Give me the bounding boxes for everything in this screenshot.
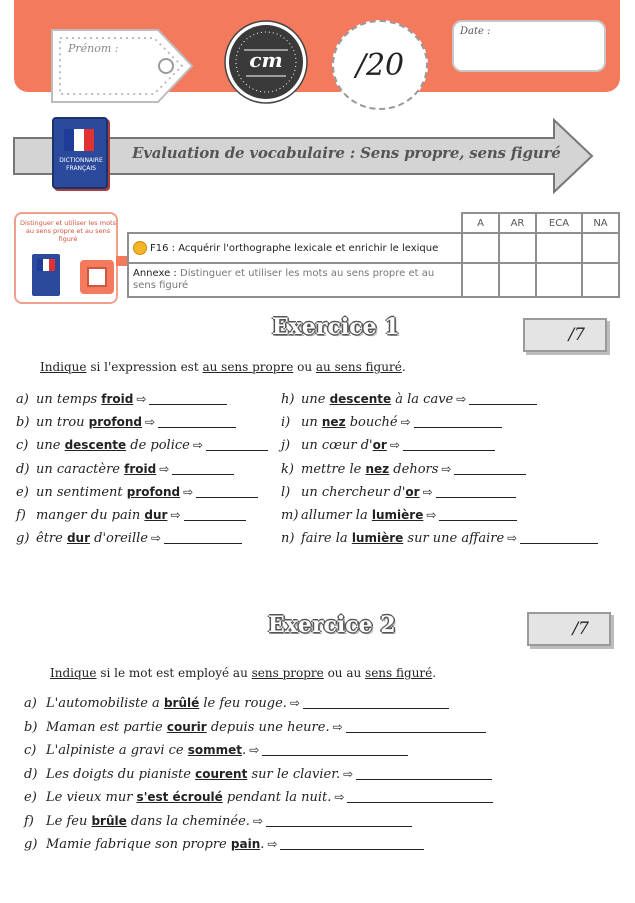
item-keyword: pain [230,837,261,851]
skill-card [14,212,118,304]
answer-blank[interactable] [172,474,234,475]
dictionary-icon [52,117,108,189]
answer-blank[interactable] [266,826,412,827]
exercise2-item [24,837,424,852]
answer-blank[interactable] [196,497,258,498]
item-keyword: sommet [187,743,243,757]
exercise2-points: /7 [572,619,589,639]
instruction-text: si l'expression est [86,360,203,374]
arrow-icon: ⇨ [170,508,181,522]
arrow-icon: ⇨ [150,531,162,546]
item-letter: b) [24,719,38,735]
exercise1-item [16,485,258,500]
item-keyword: descente [64,438,127,453]
item-letter: g) [16,531,30,547]
item-text: sur une affaire [403,531,505,547]
exercise2-item [24,767,492,782]
answer-blank[interactable] [520,543,598,544]
arrow-icon: ⇨ [145,415,156,430]
item-keyword: s'est écroulé [136,790,223,804]
mini-dictionary-icon [32,254,60,296]
answer-blank[interactable] [346,732,486,733]
instruction-text: ou au [323,666,366,680]
answer-blank[interactable] [149,404,227,405]
grade-cell[interactable] [462,233,499,263]
item-text: L'automobiliste a [46,696,164,711]
instruction-option: sens propre [251,666,324,680]
item-text: . [260,837,265,852]
item-keyword: froid [101,392,134,406]
item-text: une [301,392,330,407]
answer-blank[interactable] [414,427,502,428]
exercise2-item [24,790,493,805]
item-text: Le feu [46,813,92,829]
item-letter: c) [16,438,29,454]
item-keyword: brûle [91,813,127,828]
item-text: . [242,743,247,758]
item-letter: c) [24,743,37,758]
dictionary-label: DICTIONNAIRE FRANÇAIS [59,157,103,172]
exercise1-item [16,508,246,523]
grade-cell[interactable] [499,233,536,263]
item-letter: g) [24,837,38,852]
exercise1-item [281,531,598,546]
item-letter: e) [16,484,29,500]
medal-icon [133,241,147,255]
exercise1-item [281,462,526,477]
item-keyword: dur [66,531,91,546]
level-header-na: NA [582,213,619,233]
item-text: un caractère [36,461,125,477]
item-text: Maman est partie [46,719,167,735]
item-text: L'alpiniste a gravi ce [46,743,188,758]
item-letter: f) [16,508,26,523]
item-text: dehors [389,461,439,477]
arrow-icon: ⇨ [389,438,400,453]
answer-blank[interactable] [158,427,236,428]
item-letter: d) [16,461,30,477]
exercise1-item [281,485,516,500]
exercise1-title: Exercice 1 [272,314,400,340]
exercise1-item [16,392,227,407]
cm-seal-icon [224,20,308,104]
grade-cell[interactable] [462,263,499,297]
criterion-text: F16 : Acquérir l'orthographe lexicale et enrichir le lexique [150,243,439,254]
exercise2-instruction [50,666,436,680]
answer-blank[interactable] [403,450,495,451]
item-keyword: courir [166,719,207,734]
skill-card-text: Distinguer et utiliser les mots au sens propre et au sens figuré [20,219,116,243]
exercise2-item [24,743,408,758]
exercise2-item [24,696,449,711]
item-text: faire la [301,531,352,547]
item-keyword: nez [365,461,390,476]
arrow-icon: ⇨ [422,484,433,499]
exercise1-instruction [40,360,406,374]
answer-blank[interactable] [164,543,242,544]
item-text: un cœur d' [301,438,373,454]
seal-text: cm [249,48,283,72]
answer-blank[interactable] [347,802,493,803]
answer-blank[interactable] [184,520,246,521]
annex-label: Annexe : [133,268,177,279]
item-text: un trou [36,415,89,431]
annex-cell [128,263,462,297]
item-text: depuis une heure. [206,719,330,735]
item-text: Les doigts du pianiste [46,766,196,782]
item-text: d'oreille [90,531,148,547]
answer-blank[interactable] [469,404,537,405]
instruction-verb: Indique [50,666,97,680]
item-letter: b) [16,415,30,431]
arrow-icon: ⇨ [400,415,411,430]
item-letter: a) [24,696,37,711]
item-keyword: brûlé [163,696,200,710]
level-header-ar: AR [499,213,536,233]
item-text: être [36,531,67,547]
exercise2-item [24,720,486,735]
exercise1-item [281,508,517,523]
answer-blank[interactable] [206,450,268,451]
item-text: sur le clavier. [247,766,341,782]
item-letter: e) [24,790,37,805]
answer-blank[interactable] [436,497,516,498]
exercise1-item [16,531,242,546]
exercise2-title: Exercice 2 [268,612,396,638]
grade-cell[interactable] [536,233,582,263]
answer-blank[interactable] [303,708,449,709]
item-text: à la cave [391,392,454,407]
answer-blank[interactable] [262,755,408,756]
arrow-icon: ⇨ [252,813,263,828]
item-keyword: or [372,438,387,453]
item-keyword: froid [124,461,157,476]
page-title: Evaluation de vocabulaire : Sens propre, sens figuré [132,144,561,162]
frame-icon [80,260,114,294]
exercise1-item [281,438,495,453]
item-letter: f) [24,813,34,829]
item-text: allumer la [301,508,372,523]
item-letter: m) [281,508,299,523]
arrow-icon: ⇨ [441,461,452,476]
instruction-verb: Indique [40,360,87,374]
item-text: dans la cheminée. [126,813,250,829]
arrow-icon: ⇨ [426,508,437,522]
item-text: un chercheur d' [301,484,406,500]
exercise1-points-box [523,318,607,352]
item-text: un [301,415,322,431]
date-field[interactable] [452,20,606,72]
item-text: Mamie fabrique son propre [46,837,231,852]
exercise1-points: /7 [568,325,585,345]
grade-cell[interactable] [582,263,619,297]
level-header-a: A [462,213,499,233]
instruction-text: . [432,666,437,680]
item-text: le feu rouge. [199,696,287,711]
exercise1-item [16,438,268,453]
arrow-icon: ⇨ [456,392,467,406]
answer-blank[interactable] [439,520,517,521]
item-text: de police [126,438,190,454]
item-letter: h) [281,392,295,407]
exercise2-points-box [527,612,611,646]
exercise1-item [16,415,236,430]
item-letter: k) [281,461,294,477]
name-label: Prénom : [68,42,119,55]
score-circle [332,20,428,110]
item-letter: a) [16,392,29,407]
answer-blank[interactable] [454,474,526,475]
item-keyword: profond [126,484,181,499]
item-text: manger du pain [36,508,145,523]
item-keyword: dur [144,508,168,522]
item-letter: j) [281,438,291,454]
instruction-text: si le mot est employé au [96,666,252,680]
item-letter: n) [281,531,295,547]
instruction-text: . [401,360,406,374]
item-keyword: nez [321,415,346,430]
answer-blank[interactable] [356,779,492,780]
french-flag-icon [64,129,94,151]
item-keyword: lumière [351,531,404,546]
answer-blank[interactable] [280,849,424,850]
grade-cell[interactable] [499,263,536,297]
item-keyword: profond [88,415,143,430]
instruction-text: ou [293,360,316,374]
item-text: Le vieux mur [46,790,137,805]
arrow-icon: ⇨ [507,531,518,546]
item-letter: d) [24,766,38,782]
exercise1-item [281,415,502,430]
arrow-icon: ⇨ [267,837,278,851]
arrow-icon: ⇨ [136,392,147,406]
grade-cell[interactable] [536,263,582,297]
item-keyword: descente [329,392,392,406]
instruction-option: au sens propre [202,360,294,374]
item-letter: i) [281,415,291,431]
item-keyword: courent [195,766,248,781]
item-keyword: or [405,484,420,499]
arrow-icon: ⇨ [289,696,300,710]
arrow-icon: ⇨ [343,766,354,781]
exercise1-item [281,392,537,407]
arrow-icon: ⇨ [183,484,194,499]
evaluation-grid [127,212,620,298]
annex-text: Distinguer et utiliser les mots au sens propre et au sens figuré [133,268,435,291]
level-header-eca: ECA [536,213,582,233]
criterion-cell [128,233,462,263]
grid-header-blank [128,213,462,233]
instruction-option: sens figuré [365,666,433,680]
grade-cell[interactable] [582,233,619,263]
name-field[interactable] [66,58,158,80]
arrow-icon: ⇨ [332,719,343,734]
item-text: un sentiment [36,484,127,500]
item-letter: l) [281,484,291,500]
score-total: /20 [355,48,405,83]
item-text: pendant la nuit. [222,790,332,805]
item-text: bouché [345,415,398,431]
exercise1-item [16,462,234,477]
item-text: un temps [36,392,102,407]
item-keyword: lumière [371,508,424,522]
item-text: mettre le [301,461,366,477]
item-text: une [36,438,65,454]
arrow-icon: ⇨ [334,790,345,804]
date-label: Date : [460,26,491,37]
exercise2-item [24,814,412,829]
arrow-icon: ⇨ [192,438,203,453]
arrow-icon: ⇨ [159,461,170,476]
arrow-icon: ⇨ [249,743,260,757]
instruction-option: au sens figuré [315,360,402,374]
